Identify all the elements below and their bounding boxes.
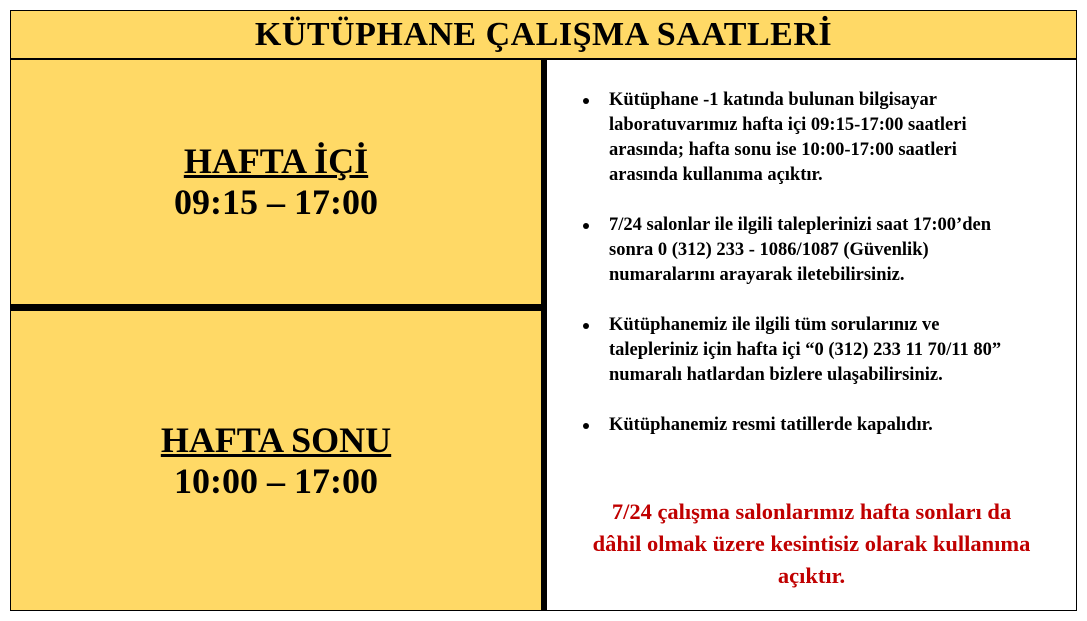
bullet-icon bbox=[583, 223, 589, 229]
list-item bbox=[573, 413, 1043, 438]
bullet-icon bbox=[583, 98, 589, 104]
weekday-hours: 09:15 – 17:00 bbox=[174, 182, 378, 222]
note-line: Kütüphanemiz ile ilgili tüm sorularınız ve bbox=[609, 315, 940, 335]
note-line: Kütüphanemiz resmi tatillerde kapalıdır. bbox=[609, 415, 933, 435]
note-line: arasında; hafta sonu ise 10:00-17:00 saatleri bbox=[609, 140, 957, 160]
note-line: numaralarını arayarak iletebilirsiniz. bbox=[609, 265, 905, 285]
list-item bbox=[573, 213, 1043, 288]
note-line: Kütüphane -1 katında bulunan bilgisayar bbox=[609, 90, 937, 110]
highlight-line: açıktır. bbox=[777, 563, 846, 588]
weekend-cell bbox=[11, 311, 541, 610]
title-bar bbox=[11, 11, 1076, 60]
highlight-notice bbox=[547, 496, 1076, 592]
note-line: sonra 0 (312) 233 - 1086/1087 (Güvenlik) bbox=[609, 240, 929, 260]
page-title: KÜTÜPHANE ÇALIŞMA SAATLERİ bbox=[254, 15, 833, 53]
notes-column bbox=[547, 60, 1076, 610]
note-line: arasında kullanıma açıktır. bbox=[609, 165, 823, 185]
weekday-label: HAFTA İÇİ bbox=[183, 141, 369, 181]
list-item bbox=[573, 313, 1043, 388]
weekend-label: HAFTA SONU bbox=[160, 419, 392, 460]
list-item bbox=[573, 88, 1043, 188]
note-line: 7/24 salonlar ile ilgili taleplerinizi saat 17:00’den bbox=[609, 215, 991, 235]
note-line: talepleriniz için hafta içi “0 (312) 233 11 70/11 80” bbox=[609, 340, 1002, 360]
note-line: numaralı hatlardan bizlere ulaşabilirsiniz. bbox=[609, 365, 943, 385]
note-line: laboratuvarımız hafta içi 09:15-17:00 saatleri bbox=[609, 115, 967, 135]
horizontal-divider bbox=[11, 304, 541, 311]
notes-list bbox=[573, 88, 1043, 463]
weekday-cell bbox=[11, 60, 541, 304]
bullet-icon bbox=[583, 423, 589, 429]
highlight-line: dâhil olmak üzere kesintisiz olarak kullanıma bbox=[592, 531, 1031, 556]
hours-column bbox=[11, 60, 541, 610]
weekend-hours: 10:00 – 17:00 bbox=[174, 460, 378, 501]
hours-table bbox=[10, 10, 1077, 611]
bullet-icon bbox=[583, 323, 589, 329]
highlight-line: 7/24 çalışma salonlarımız hafta sonları da bbox=[611, 499, 1012, 524]
